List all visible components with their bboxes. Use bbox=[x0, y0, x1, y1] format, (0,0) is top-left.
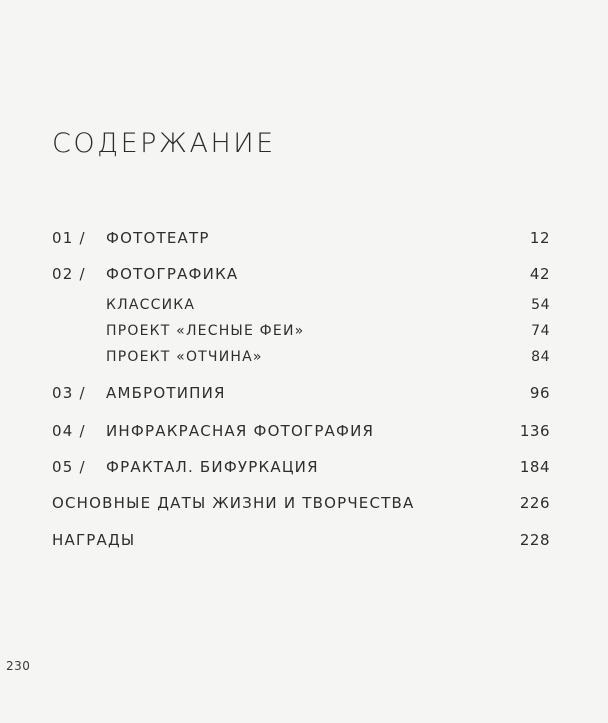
section-title: ПРОЕКТ «ОТЧИНА» bbox=[106, 349, 263, 365]
page-number: 226 bbox=[519, 494, 550, 512]
chapter-title: НАГРАДЫ bbox=[52, 531, 136, 549]
chapter-title: ФРАКТАЛ. БИФУРКАЦИЯ bbox=[106, 458, 319, 476]
toc-subentry-otchina[interactable] bbox=[52, 346, 550, 368]
page-number: 74 bbox=[531, 323, 550, 339]
chapter-title: ФОТОТЕАТР bbox=[106, 229, 210, 247]
chapter-title: АМБРОТИПИЯ bbox=[106, 384, 226, 402]
page-number: 12 bbox=[529, 229, 550, 247]
chapter-title: ИНФРАКРАСНАЯ ФОТОГРАФИЯ bbox=[106, 422, 375, 440]
toc-subentry-forest-fairies[interactable] bbox=[52, 320, 550, 342]
toc-entry-awards[interactable] bbox=[52, 529, 550, 551]
chapter-number: 04 / bbox=[52, 422, 86, 440]
toc-entry-infrared[interactable] bbox=[52, 420, 550, 442]
toc-entry-photographics[interactable] bbox=[52, 263, 550, 285]
folio-page-number: 230 bbox=[6, 659, 31, 673]
toc-entry-phototheater[interactable] bbox=[52, 227, 550, 249]
page-number: 42 bbox=[529, 265, 550, 283]
page-title: СОДЕРЖАНИЕ bbox=[52, 128, 276, 159]
toc-subentry-classics[interactable] bbox=[52, 294, 550, 316]
chapter-number: 03 / bbox=[52, 384, 86, 402]
page-number: 54 bbox=[531, 297, 550, 313]
chapter-number: 05 / bbox=[52, 458, 86, 476]
section-title: КЛАССИКА bbox=[106, 297, 196, 313]
page-number: 96 bbox=[529, 384, 550, 402]
toc-entry-fractal[interactable] bbox=[52, 456, 550, 478]
chapter-title: ФОТОГРАФИКА bbox=[106, 265, 239, 283]
section-title: ПРОЕКТ «ЛЕСНЫЕ ФЕИ» bbox=[106, 323, 305, 339]
chapter-title: ОСНОВНЫЕ ДАТЫ ЖИЗНИ И ТВОРЧЕСТВА bbox=[52, 494, 415, 512]
toc-entry-ambrotype[interactable] bbox=[52, 382, 550, 404]
page-number: 84 bbox=[531, 349, 550, 365]
page-number: 184 bbox=[519, 458, 550, 476]
page-number: 136 bbox=[519, 422, 550, 440]
toc-entry-life-dates[interactable] bbox=[52, 492, 550, 514]
table-of-contents bbox=[52, 0, 550, 723]
chapter-number: 02 / bbox=[52, 265, 86, 283]
page-number: 228 bbox=[519, 531, 550, 549]
chapter-number: 01 / bbox=[52, 229, 86, 247]
